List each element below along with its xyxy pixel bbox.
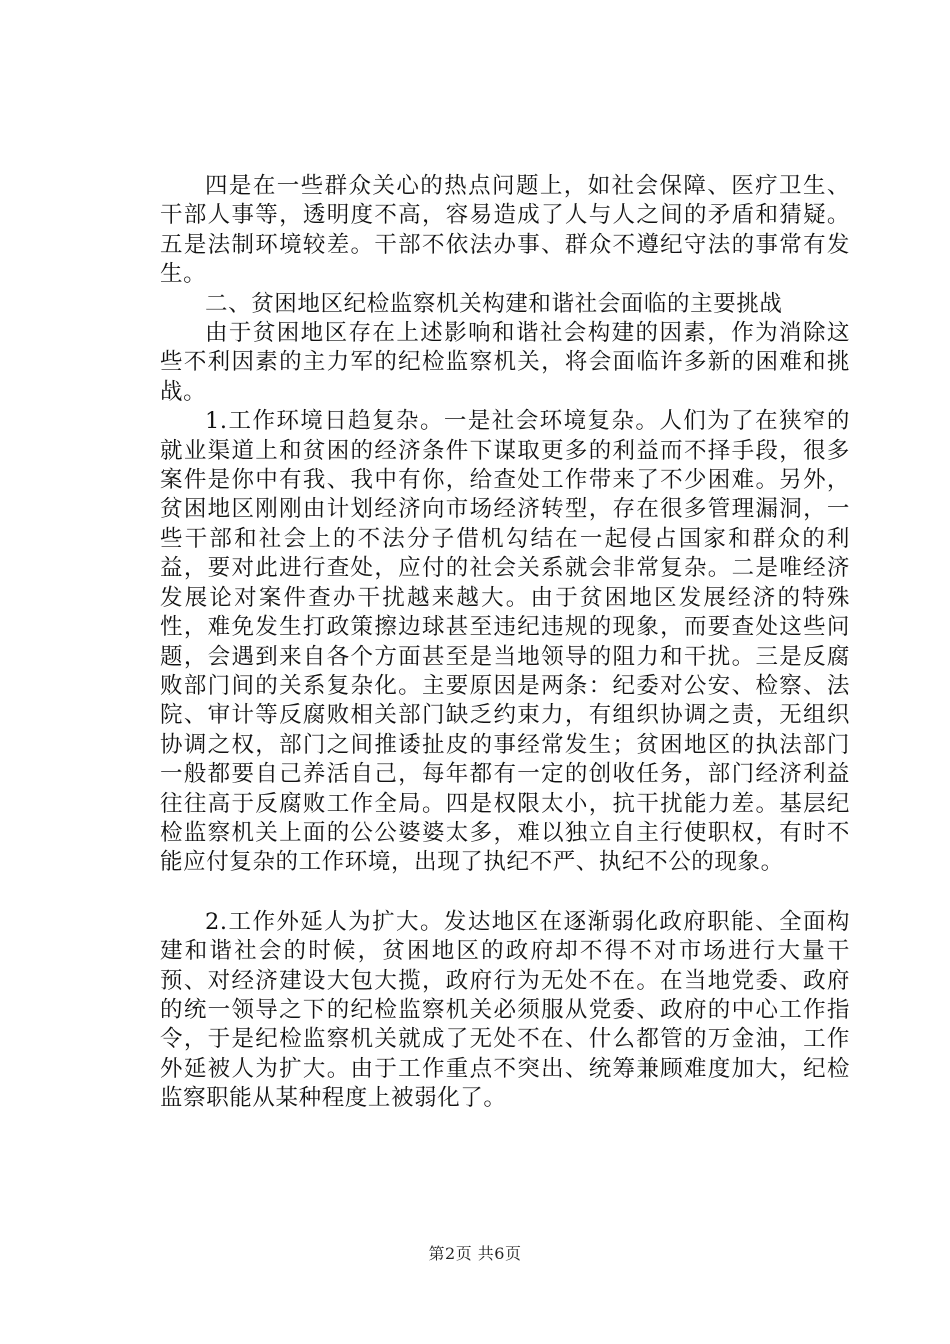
paragraph-spacer: [160, 878, 850, 908]
paragraph-point-1: 1.工作环境日趋复杂。一是社会环境复杂。人们为了在狭窄的就业渠道上和贫困的经济条件下谋取更多的利益而不择手段，很多案件是你中有我、我中有你，给查处工作带来了不少困难。另外，贫困地区刚刚由计划经济向市场经济转型，存在很多管理漏洞，一些干部和社会上的不法分子借机勾结在一起侵占国家和群众的利益，要对此进行查处，应付的社会关系就会非常复杂。二是唯经济发展论对案件查办干扰越来越大。由于贫困地区发展经济的特殊性，难免发生打政策擦边球甚至违纪违规的现象，而要查处这些问题，会遇到来自各个方面甚至是当地领导的阻力和干扰。三是反腐败部门间的关系复杂化。主要原因是两条：纪委对公安、检察、法院、审计等反腐败相关部门缺乏约束力，有组织协调之责，无组织协调之权，部门之间推诿扯皮的事经常发生；贫困地区的执法部门一般都要自己养活自己，每年都有一定的创收任务，部门经济利益往往高于反腐败工作全局。四是权限太小，抗干扰能力差。基层纪检监察机关上面的公公婆婆太多，难以独立自主行使职权，有时不能应付复杂的工作环境，出现了执纪不严、执纪不公的现象。: [160, 408, 850, 876]
paragraph-transition: 由于贫困地区存在上述影响和谐社会构建的因素，作为消除这些不利因素的主力军的纪检监察机关，将会面临许多新的困难和挑战。: [160, 320, 850, 405]
document-body: [160, 172, 850, 1114]
section-heading: 二、贫困地区纪检监察机关构建和谐社会面临的主要挑战: [205, 290, 783, 317]
page-number: 第2页 共6页: [428, 1244, 522, 1263]
paragraph-intro: 四是在一些群众关心的热点问题上，如社会保障、医疗卫生、干部人事等，透明度不高，容易造成了人与人之间的矛盾和猜疑。五是法制环境较差。干部不依法办事、群众不遵纪守法的事常有发生。: [160, 173, 850, 288]
paragraph-point-2: 2.工作外延人为扩大。发达地区在逐渐弱化政府职能、全面构建和谐社会的时候，贫困地区的政府却不得不对市场进行大量干预、对经济建设大包大揽，政府行为无处不在。在当地党委、政府的统一领导之下的纪检监察机关必须服从党委、政府的中心工作指令，于是纪检监察机关就成了无处不在、什么都管的万金油，工作外延被人为扩大。由于工作重点不突出、统筹兼顾难度加大，纪检监察职能从某种程度上被弱化了。: [160, 908, 850, 1112]
